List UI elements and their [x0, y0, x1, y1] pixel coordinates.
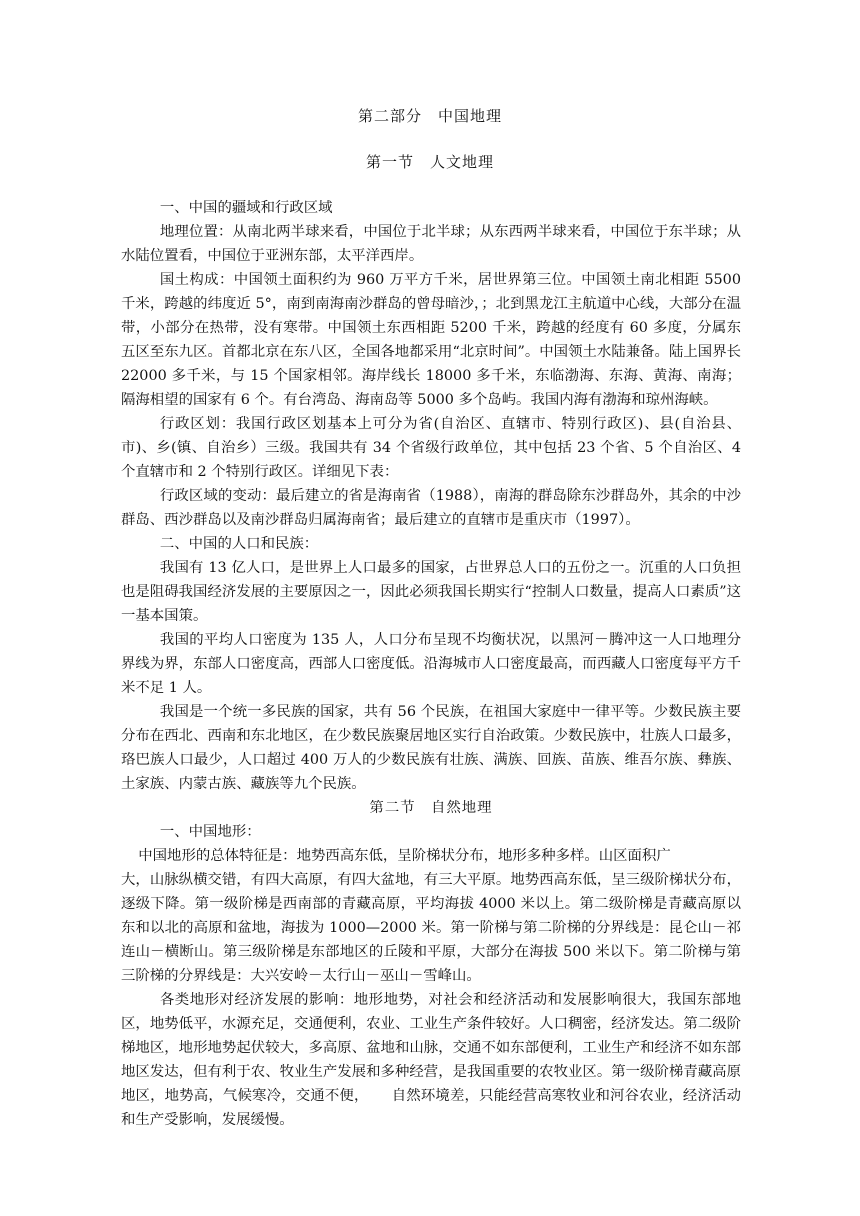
paragraph-terrain-influence: [121, 988, 741, 1132]
influence-text-b: 自然环境差，只能经营高寒牧业和河谷农业，经济活动和生产受影响，发展缓慢。: [121, 1088, 741, 1128]
influence-text-a: 各类地形对经济发展的影响：地形地势，对社会和经济活动和发展影响很大，我国东部地区，地势低平，水源充足，交通便利，农业、工业生产条件较好。人口稠密，经济发达。第二级阶梯地区，地形地势起伏较大，多高原、盆地和山脉，交通不如东部便利，工业生产和经济不如东部地区发达，但有利于农、牧业生产发展和多种经营，是我国重要的农牧业区。第一级阶梯青藏高原地区，地势高，气候寒冷，交通不便，: [121, 992, 741, 1104]
section-title-physical-geography: 第二节 自然地理: [369, 800, 493, 816]
paragraph-admin-division: 行政区划：我国行政区划基本上可分为省(自治区、直辖市、特别行政区)、县(自治县、市)、乡(镇、自治乡）三级。我国共有 34 个省级行政单位，其中包括 23 个省、5 个自治区、4 个直辖市和 2 个特别行政区。详细见下表：: [121, 416, 741, 480]
paragraph-admin-change: 行政区域的变动：最后建立的省是海南省（1988），南海的群岛除东沙群岛外，其余的中沙群岛、西沙群岛以及南沙群岛归属海南省；最后建立的直辖市是重庆市（1997）。: [121, 488, 741, 528]
paragraph-territory: 国土构成：中国领土面积约为 960 万平方千米，居世界第三位。中国领土南北相距 5500 千米，跨越的纬度近 5°，南到南海南沙群岛的曾母暗沙，；北到黑龙江主航道中心线，大部分在温带，小部分在热带，没有寒带。中国领土东西相距 5200 千米，跨越的经度有 60 多度，分属东五区至东九区。首都北京在东八区，全国各地都采用“北京时间”。中国领土水陆兼备。陆上国界长 22000 多千米，与 15 个国家相邻。海岸线长 18000 多千米，东临渤海、东海、黄海、南海；隔海相望的国家有 6 个。有台湾岛、海南岛等 5000 多个岛屿。我国内海有渤海和琼州海峡。: [121, 272, 741, 408]
section-title-human-geography: 第一节 人文地理: [365, 153, 494, 171]
paragraph-ethnic: 我国是一个统一多民族的国家，共有 56 个民族，在祖国大家庭中一律平等。少数民族主要分布在西北、西南和东北地区，在少数民族聚居地区实行自治政策。少数民族中，壮族人口最多，珞巴族人口最少，人口超过 400 万人的少数民族有壮族、满族、回族、苗族、维吾尔族、彝族、土家族、内蒙古族、藏族等九个民族。: [121, 704, 741, 792]
paragraph-density: 我国的平均人口密度为 135 人，人口分布呈现不均衡状况，以黑河－腾冲这一人口地理分界线为界，东部人口密度高，西部人口密度低。沿海城市人口密度最高，而西藏人口密度每平方千米不足 1 人。: [121, 632, 741, 696]
paragraph-terrain: 大，山脉纵横交错，有四大高原，有四大盆地，有三大平原。地势西高东低，呈三级阶梯状分布，逐级下降。第一级阶梯是西南部的青藏高原，平均海拔 4000 米以上。第二级阶梯是青藏高原以东和以北的高原和盆地，海拔为 1000—2000 米。第一阶梯与第二阶梯的分界线是：昆仑山－祁连山－横断山。第三级阶梯是东部地区的丘陵和平原，大部分在海拔 500 米以下。第二阶梯与第三阶梯的分界线是：大兴安岭－太行山－巫山－雪峰山。: [121, 872, 741, 984]
paragraph-terrain-first-line: 中国地形的总体特征是：地势西高东低，呈阶梯状分布，地形多种多样。山区面积广: [138, 848, 671, 864]
paragraph-population: 我国有 13 亿人口，是世界上人口最多的国家，占世界总人口的五份之一。沉重的人口负担也是阻碍我国经济发展的主要原因之一，因此必须我国长期实行“控制人口数量，提高人口素质”这一基本国策。: [121, 560, 741, 624]
heading-population: 二、中国的人口和民族：: [159, 536, 319, 552]
document-body: [121, 196, 741, 1132]
paragraph-location: 地理位置：从南北两半球来看，中国位于北半球；从东西两半球来看，中国位于东半球；从水陆位置看，中国位于亚洲东部，太平洋西岸。: [121, 224, 741, 264]
heading-terrain: 一、中国地形：: [159, 824, 261, 840]
heading-territory: 一、中国的疆域和行政区域: [159, 200, 333, 216]
part-title: 第二部分 中国地理: [357, 107, 502, 125]
